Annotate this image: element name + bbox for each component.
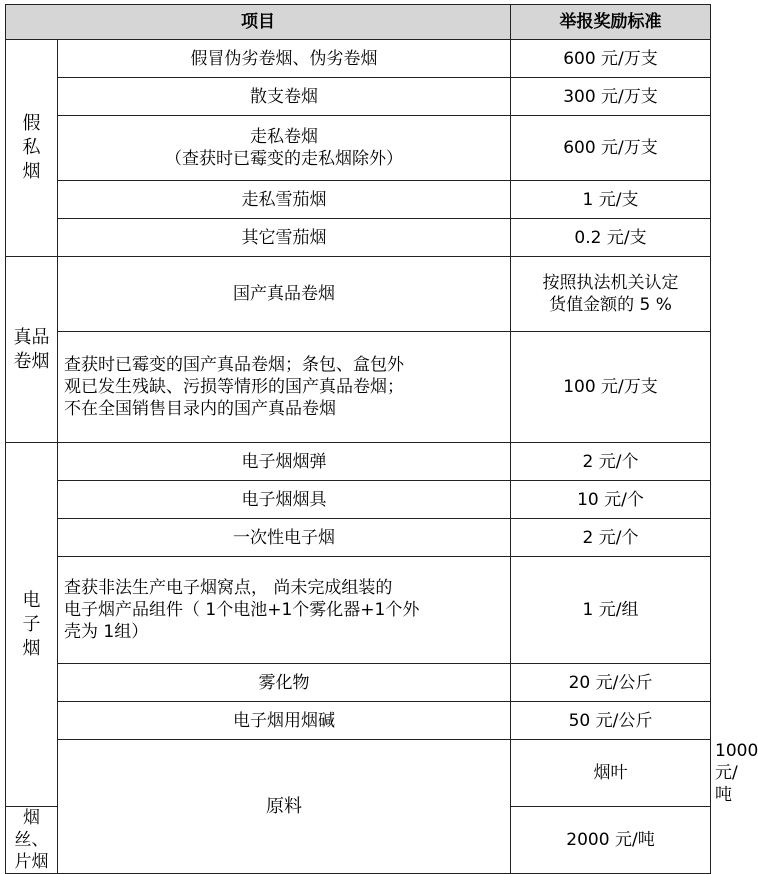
- item-cell: 查获非法生产电子烟窝点， 尚未完成组装的 电子烟产品组件（ 1个电池+1个雾化器+1个外 壳为 1组）: [58, 557, 511, 664]
- category-cell: 真品 卷烟: [6, 257, 58, 443]
- item-cell: 电子烟烟弹: [58, 443, 511, 481]
- reward-cell: 1 元/组: [511, 557, 711, 664]
- table-row: [6, 519, 711, 557]
- reward-cell: 0.2 元/支: [511, 219, 711, 257]
- item-cell: 国产真品卷烟: [58, 257, 511, 332]
- item-cell: 散支卷烟: [58, 78, 511, 116]
- category-cell: 电 子 烟: [6, 443, 58, 807]
- reward-cell: 2 元/个: [511, 443, 711, 481]
- table-row: [6, 116, 711, 181]
- item-cell: 雾化物: [58, 664, 511, 702]
- header-reward: 举报奖励标准: [511, 5, 711, 40]
- reward-cell: 600 元/万支: [511, 116, 711, 181]
- item-cell: 查获时已霉变的国产真品卷烟；条包、盒包外 观已发生残缺、污损等情形的国产真品卷烟； 不在全国销售目录内的国产真品卷烟: [58, 332, 511, 443]
- header-row: [6, 5, 711, 40]
- table-row: [6, 78, 711, 116]
- table-row: [6, 332, 711, 443]
- item-cell: 烟丝、片烟: [6, 807, 58, 874]
- reward-cell: 按照执法机关认定 货值金额的 5 %: [511, 257, 711, 332]
- table-row: [6, 40, 711, 78]
- table-row: [6, 219, 711, 257]
- table-row: [6, 481, 711, 519]
- table-row: 原料 烟叶 1000 元/吨: [6, 740, 711, 807]
- table-row: [6, 257, 711, 332]
- table-row: [6, 181, 711, 219]
- item-cell: 烟叶: [511, 740, 711, 807]
- item-cell: 假冒伪劣卷烟、伪劣卷烟: [58, 40, 511, 78]
- item-cell: 走私雪茄烟: [58, 181, 511, 219]
- header-item: 项目: [6, 5, 511, 40]
- reward-cell: 2 元/个: [511, 519, 711, 557]
- item-cell: 一次性电子烟: [58, 519, 511, 557]
- reward-cell: 20 元/公斤: [511, 664, 711, 702]
- reward-cell: 600 元/万支: [511, 40, 711, 78]
- table-row: [6, 702, 711, 740]
- reward-cell: 100 元/万支: [511, 332, 711, 443]
- category-cell: 原料: [58, 740, 511, 874]
- item-cell: 走私卷烟 （查获时已霉变的走私烟除外）: [58, 116, 511, 181]
- reward-cell: 300 元/万支: [511, 78, 711, 116]
- category-cell: 假 私 烟: [6, 40, 58, 257]
- reward-cell: 1 元/支: [511, 181, 711, 219]
- item-cell: 电子烟烟具: [58, 481, 511, 519]
- table-row: [6, 664, 711, 702]
- table-row: [6, 557, 711, 664]
- reward-standards-table: [5, 4, 758, 874]
- table-row: [6, 443, 711, 481]
- item-cell: 其它雪茄烟: [58, 219, 511, 257]
- reward-cell: 2000 元/吨: [511, 807, 711, 874]
- reward-cell: 10 元/个: [511, 481, 711, 519]
- item-cell: 电子烟用烟碱: [58, 702, 511, 740]
- reward-cell: 50 元/公斤: [511, 702, 711, 740]
